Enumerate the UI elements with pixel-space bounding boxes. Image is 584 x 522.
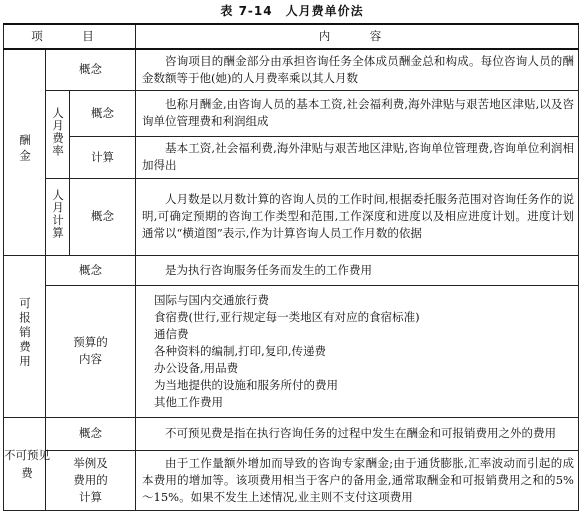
contingency-calc-label-cell bbox=[46, 450, 136, 510]
rate-label: 人月费率 bbox=[51, 106, 65, 157]
count-category bbox=[46, 178, 70, 255]
count-concept-label: 概念 bbox=[70, 178, 136, 255]
list-item: 为当地提供的设施和服务所付的费用 bbox=[154, 377, 339, 392]
reimbursable-label: 可报销费用 bbox=[18, 297, 32, 370]
table-row bbox=[4, 255, 579, 285]
table-row bbox=[4, 178, 579, 255]
list-item: 其他工作费用 bbox=[154, 394, 224, 409]
reimbursable-category bbox=[4, 255, 46, 417]
contingency-calc-label: 举例及费用的计算 bbox=[73, 455, 108, 504]
rate-calc-label: 计算 bbox=[70, 136, 136, 178]
table-row bbox=[4, 450, 579, 510]
list-item: 国际与国内交通旅行费 bbox=[154, 292, 270, 307]
table-row bbox=[4, 49, 579, 90]
list-item: 通信费 bbox=[154, 326, 189, 341]
table-row bbox=[4, 285, 579, 417]
rate-concept-text: 也称月酬金,由咨询人员的基本工资,社会福利费,海外津贴与艰苦地区津贴,以及咨询单位管理费和利润组成 bbox=[136, 90, 579, 136]
remuneration-concept-label: 概念 bbox=[46, 49, 136, 90]
header-item: 项 目 bbox=[4, 24, 136, 49]
table-row bbox=[4, 136, 579, 178]
contingency-concept-text: 不可预见费是指在执行咨询任务的过程中发生在酬金和可报销费用之外的费用 bbox=[136, 417, 579, 450]
list-item: 各种资料的编制,打印,复印,传递费 bbox=[154, 343, 326, 358]
budget-label: 预算的内容 bbox=[73, 335, 108, 366]
remuneration-category bbox=[4, 49, 46, 255]
count-concept-text: 人月数是以月数计算的咨询人员的工作时间,根据委托服务范围对咨询任务作的说明,可确定预期的咨询工作类型和范围,工作深度和进度以及相应进度计划。进度计划通常以“横道图”表示,作为计算咨询人员工作月数的依据 bbox=[136, 178, 579, 255]
budget-items bbox=[136, 285, 579, 417]
contingency-category bbox=[4, 417, 50, 510]
contingency-label: 不可预见费 bbox=[4, 447, 50, 480]
count-label: 人月计算 bbox=[51, 189, 65, 239]
contingency-concept-label: 概念 bbox=[46, 417, 136, 450]
contingency-calc-text: 由于工作量额外增加而导致的咨询专家酬金;由于通货膨胀,汇率波动而引起的成本费用的增加等。该项费用相当于客户的备用金,通常取酬金和可报销费用之和的5%～15%。如果不发生上述情况,业主则不支付这项费用 bbox=[136, 450, 579, 510]
reimbursable-concept-label: 概念 bbox=[46, 255, 136, 285]
remuneration-label: 酬金 bbox=[18, 134, 32, 166]
unit-price-table bbox=[3, 23, 579, 511]
budget-label-cell bbox=[46, 285, 136, 417]
rate-calc-text: 基本工资,社会福利费,海外津贴与艰苦地区津贴,咨询单位管理费,咨询单位利润相加得出 bbox=[136, 136, 579, 178]
rate-concept-label: 概念 bbox=[70, 90, 136, 136]
list-item: 办公设备,用品费 bbox=[154, 360, 239, 375]
table-header-row bbox=[4, 24, 579, 49]
reimbursable-concept-text: 是为执行咨询服务任务而发生的工作费用 bbox=[136, 255, 579, 285]
remuneration-concept-text: 咨询项目的酬金部分由承担咨询任务全体成员酬金总和构成。每位咨询人员的酬金数额等于他(她)的人月费率乘以其人月数 bbox=[136, 49, 579, 90]
list-item: 食宿费(世行,亚行规定每一类地区有对应的食宿标准) bbox=[154, 309, 420, 324]
table-row bbox=[4, 90, 579, 136]
header-content: 内 容 bbox=[136, 24, 579, 49]
table-caption: 表 7-14 人月费单价法 bbox=[220, 4, 364, 18]
table-row bbox=[4, 417, 579, 450]
rate-category bbox=[46, 90, 70, 178]
